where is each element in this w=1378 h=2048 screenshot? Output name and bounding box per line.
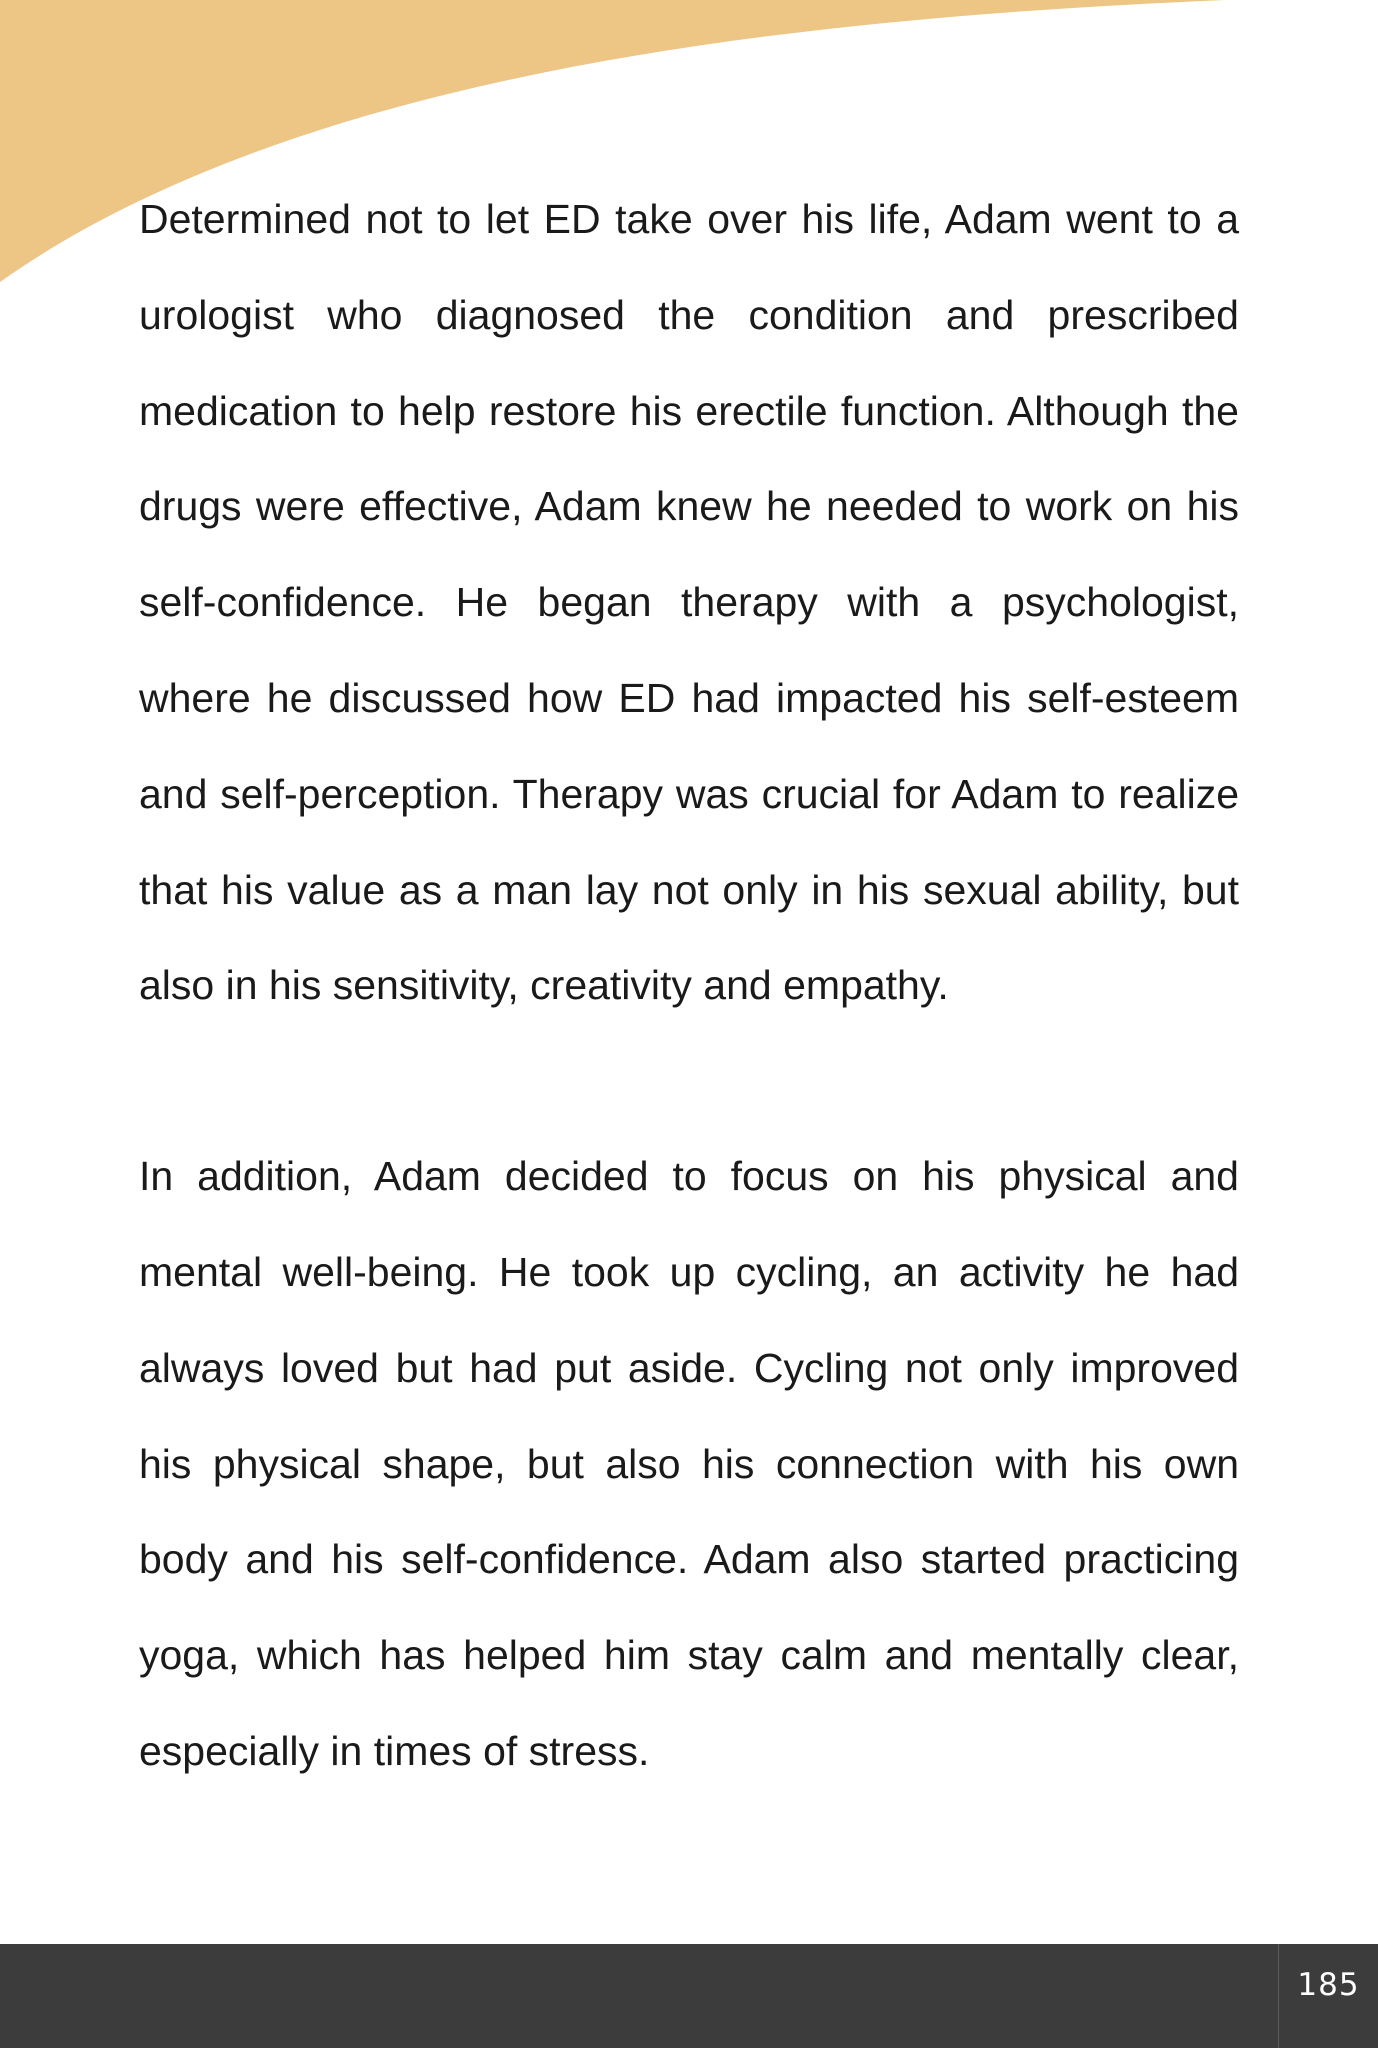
paragraph-2: In addition, Adam decided to focus on his physical and mental well-being. He took up cycling, an activity he had always loved but had put aside. Cycling not only improved his physical shape, but also his connection with his own body and his self-confidence. Adam also started practicing yoga, which has helped him stay calm and mentally clear, especially in times of stress. bbox=[139, 1153, 1239, 1774]
paragraph-1: Determined not to let ED take over his life, Adam went to a urologist who diagnosed the condition and prescribed medication to help restore his erectile function. Although the drugs were effective, Adam knew he needed to work on his self-confidence. He began therapy with a psychologist, where he discussed how ED had impacted his self-esteem and self-perception. Therapy was crucial for Adam to realize that his value as a man lay not only in his sexual ability, but also in his sensitivity, creativity and empathy. bbox=[139, 196, 1239, 1009]
body-text bbox=[139, 172, 1239, 1800]
footer-bar bbox=[0, 1944, 1378, 2048]
page-number: 185 bbox=[1297, 1967, 1360, 2003]
